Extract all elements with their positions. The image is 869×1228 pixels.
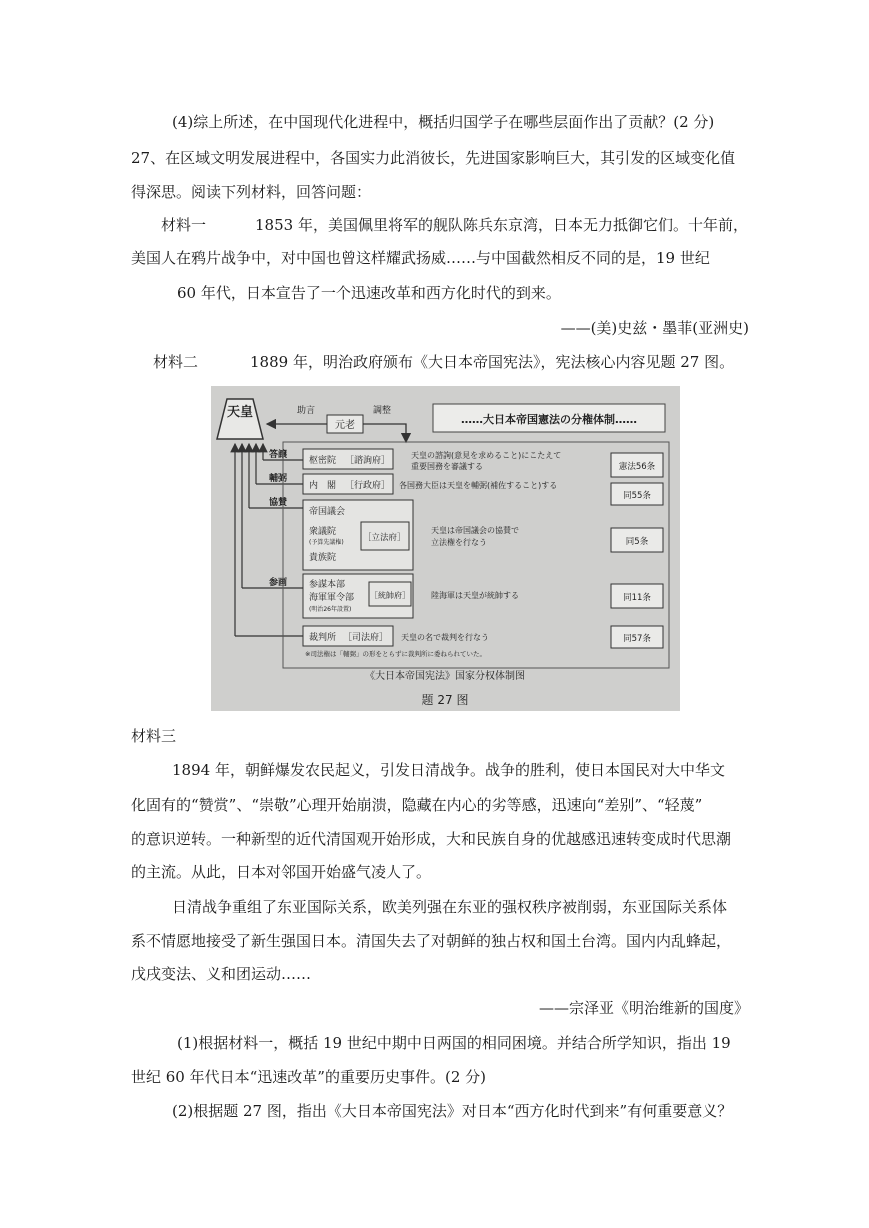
material-1-label: 材料一 — [161, 216, 207, 234]
privy-council-tag: ［諮詢府］ — [345, 456, 391, 466]
genro-label: 元老 — [335, 420, 355, 431]
role-assist-label: 輔弼 — [269, 474, 288, 484]
material-3-p2-line1: 日清战争重组了东亚国际关系，欧美列强在东亚的强权秩序被削弱，东亚国际关系体 — [172, 898, 728, 916]
question-1-line1: (1)根据材料一，概括 19 世纪中期中日两国的相同困境。并结合所学知识，指出 19 — [177, 1034, 731, 1052]
diet-tag: ［立法府］ — [363, 533, 406, 543]
question-2: (2)根据题 27 图，指出《大日本帝国宪法》对日本“西方化时代到来”有何重要意义？ — [172, 1102, 733, 1120]
cabinet-tag: ［行政府］ — [345, 481, 391, 491]
lower-house-label: 衆議院 — [309, 527, 337, 537]
material-1-line2: 美国人在鸦片战争中，对中国也曾这样耀武扬威……与中国截然相反不同的是，19 世纪 — [131, 249, 710, 267]
material-2-text: 1889 年，明治政府颁布《大日本帝国宪法》，宪法核心内容见题 27 图。 — [250, 353, 735, 371]
svg-text:同57条: 同57条 — [623, 634, 651, 644]
material-2-label: 材料二 — [153, 353, 199, 371]
court-tag: ［司法府］ — [343, 633, 389, 643]
figure-label: 题 27 图 — [421, 693, 469, 707]
material-3-p1-line1: 1894 年，朝鲜爆发农民起义，引发日清战争。战争的胜利，使日本国民对大中华文 — [172, 761, 725, 779]
figure-caption: 《大日本帝国宪法》国家分权体制图 — [365, 671, 525, 682]
emperor-label: 天皇 — [226, 405, 254, 420]
material-1-line1: 1853 年，美国佩里将军的舰队陈兵东京湾，日本无力抵御它们。十年前， — [255, 216, 748, 234]
article-55-box — [611, 483, 663, 505]
role-counsel-label: 参画 — [269, 578, 288, 588]
material-3-label: 材料三 — [131, 727, 177, 745]
article-11-box — [611, 584, 663, 608]
advice-label: 助言 — [297, 406, 316, 416]
article-56-box — [611, 453, 663, 477]
question-1-line2: 世纪 60 年代日本“迅速改革”的重要历史事件。(2 分) — [131, 1068, 486, 1086]
svg-text:同55条: 同55条 — [623, 491, 651, 501]
diagram-title: ……大日本帝国憲法の分権体制…… — [461, 413, 637, 426]
material-3-p1-line2: 化固有的“赞赏”、“崇敬”心理开始崩溃，隐藏在内心的劣等感，迅速向“差别”、“轻蔑” — [131, 796, 703, 814]
general-staff-label: 参謀本部 — [309, 580, 346, 590]
privy-council-desc-1: 天皇の諮詢(意見を求めること)にこたえて — [411, 451, 562, 460]
naval-staff-note: (明治26年設置) — [309, 606, 352, 613]
constitution-diagram-figure — [211, 386, 680, 711]
article-5-box — [611, 528, 663, 552]
upward-arrows — [235, 444, 263, 636]
material-3-p2-line3: 戊戌变法、义和团运动…… — [131, 965, 312, 983]
material-3-p2-line2: 系不情愿地接受了新生强国日本。清国失去了对朝鲜的独占权和国土台湾。国内内乱蜂起， — [131, 932, 732, 950]
svg-text:憲法56条: 憲法56条 — [618, 462, 656, 472]
naval-staff-label: 海軍軍令部 — [309, 593, 355, 603]
cabinet-desc: 各国務大臣は天皇を輔弼(補佐すること)する — [399, 481, 558, 490]
svg-text:同11条: 同11条 — [623, 593, 651, 603]
diet-desc-1: 天皇は帝国議会の協賛で — [431, 526, 519, 535]
diet-label: 帝国議会 — [309, 507, 346, 517]
adjust-label: 調整 — [373, 406, 392, 416]
material-3-p1-line3: 的意识逆转。一种新型的近代清国观开始形成，大和民族自身的优越感迅速转变成时代思潮 — [131, 830, 732, 848]
material-1-line3: 60 年代，日本宣告了一个迅速改革和西方化时代的到来。 — [177, 284, 561, 302]
svg-text:同5条: 同5条 — [625, 537, 649, 547]
material-3-source: ——宗泽亚《明治维新的国度》 — [538, 999, 749, 1017]
military-desc: 陸海軍は天皇が統帥する — [431, 591, 519, 600]
adjust-arrow — [363, 424, 406, 442]
material-1-source: ——(美)史兹・墨菲(亚洲史) — [560, 319, 749, 337]
question-26-4: (4)综上所述，在中国现代化进程中，概括归国学子在哪些层面作出了贡献？(2 分) — [172, 113, 715, 131]
material-3-p1-line4: 的主流。从此，日本对邻国开始盛气凌人了。 — [131, 863, 432, 881]
lower-house-note: (予算先議権) — [309, 539, 344, 546]
cabinet-label: 内 閣 — [309, 481, 337, 491]
role-consult-label: 答譲 — [269, 450, 288, 460]
upper-house-label: 貴族院 — [309, 553, 337, 563]
article-57-box — [611, 626, 663, 648]
privy-council-desc-2: 重要国務を審議する — [411, 462, 483, 471]
question-27-intro-line2: 得深思。阅读下列材料，回答问题： — [131, 183, 372, 201]
court-note: ※司法権は「輔弼」の形をとらずに裁判所に委ねられていた。 — [305, 650, 486, 658]
court-label: 裁判所 — [309, 633, 337, 643]
role-consent-label: 協賛 — [269, 498, 288, 508]
military-tag: ［統帥府］ — [370, 591, 410, 600]
question-27-intro-line1: 27、在区域文明发展进程中，各国实力此消彼长，先进国家影响巨大，其引发的区域变化值 — [131, 149, 736, 167]
diet-desc-2: 立法権を行なう — [431, 538, 487, 547]
privy-council-label: 枢密院 — [309, 456, 337, 466]
emperor-box — [217, 399, 263, 439]
court-desc: 天皇の名で裁判を行なう — [401, 633, 489, 642]
